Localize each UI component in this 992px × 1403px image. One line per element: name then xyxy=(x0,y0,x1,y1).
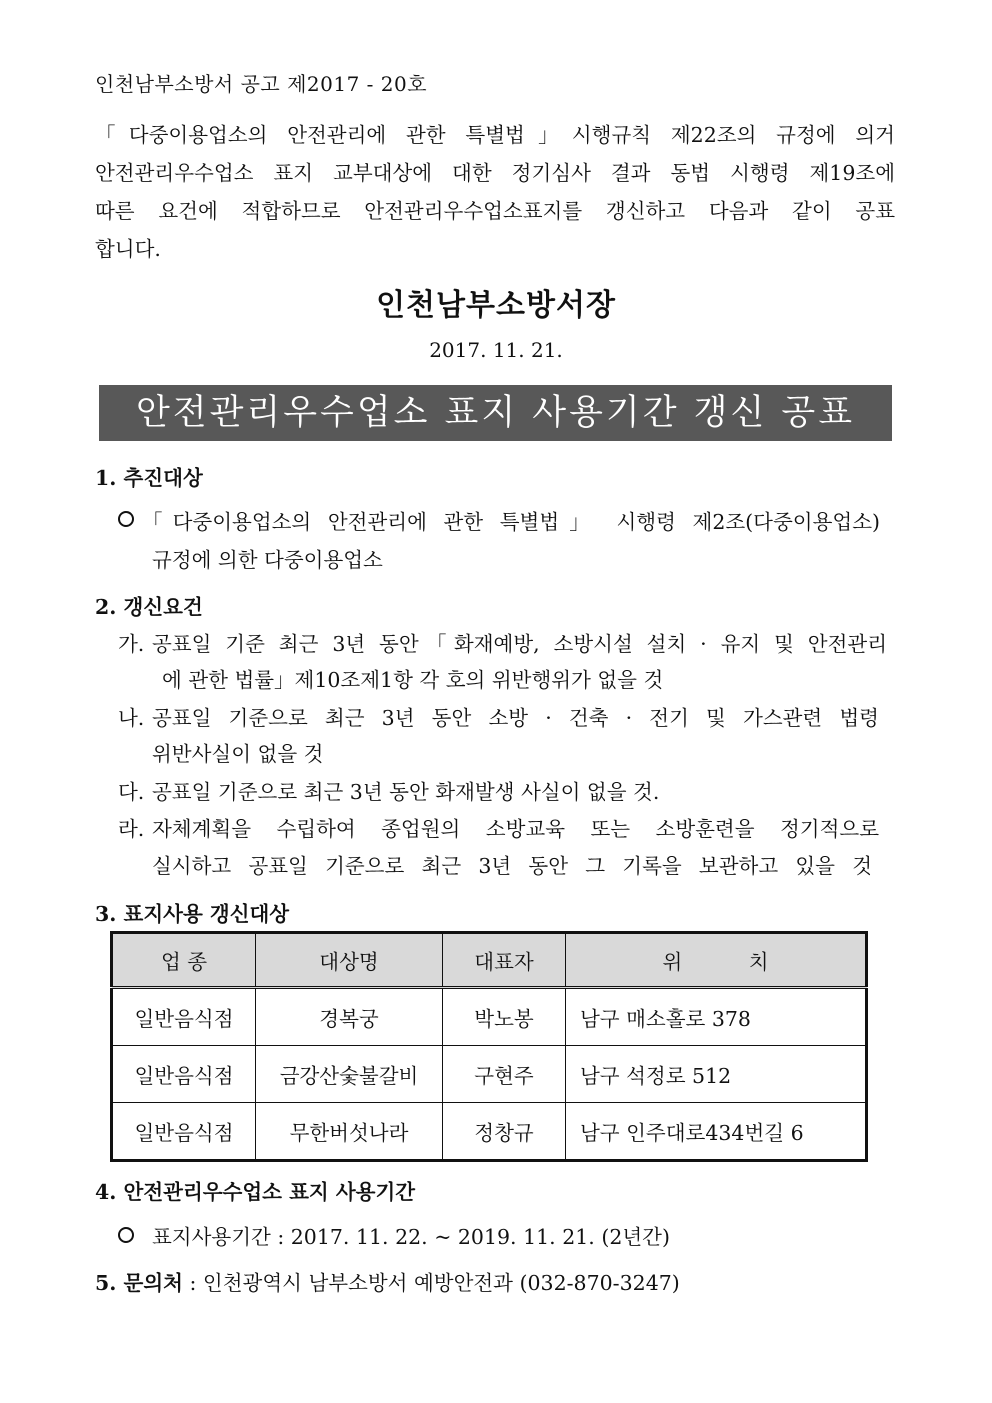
intro-line: 안전관리우수업소 표지 교부대상에 대한 정기심사 결과 동법 시행령 제19조에 xyxy=(95,161,895,185)
table-row xyxy=(112,988,867,1046)
bullet-icon xyxy=(118,507,134,531)
item-line: 실시하고 공표일 기준으로 최근 3년 동안 그 기록을 보관하고 있을 것 xyxy=(152,854,872,878)
cell-name: 금강산숯불갈비 xyxy=(256,1046,443,1103)
section5-heading: 5. 문의처 xyxy=(95,1271,183,1295)
cell-location: 남구 인주대로434번길 6 xyxy=(566,1103,867,1161)
targets-table xyxy=(110,931,868,1162)
signatory: 인천남부소방서장 xyxy=(376,288,616,323)
cell-type: 일반음식점 xyxy=(112,1046,256,1103)
notice-date: 2017. 11. 21. xyxy=(429,338,563,362)
cell-name: 무한버섯나라 xyxy=(256,1103,443,1161)
contact-info: : 인천광역시 남부소방서 예방안전과 (032-870-3247) xyxy=(189,1271,680,1295)
cell-rep: 정창규 xyxy=(443,1103,566,1161)
item-line: 공표일 기준으로 최근 3년 동안 소방 · 건축 · 전기 및 가스관련 법령 xyxy=(152,706,879,730)
bullet-icon xyxy=(118,1223,134,1247)
column-header: 위 치 xyxy=(566,933,867,988)
column-header: 대상명 xyxy=(256,933,443,988)
column-header: 대표자 xyxy=(443,933,566,988)
table-row xyxy=(112,1046,867,1103)
usage-period: 표지사용기간 : 2017. 11. 22. ~ 2019. 11. 21. (2년간) xyxy=(152,1225,670,1249)
intro-line: 따른 요건에 적합하므로 안전관리우수업소표지를 갱신하고 다음과 같이 공표 xyxy=(95,199,895,223)
cell-location: 남구 석정로 512 xyxy=(566,1046,867,1103)
table-header-row xyxy=(112,933,867,988)
cell-type: 일반음식점 xyxy=(112,988,256,1046)
item-marker: 나. xyxy=(118,706,145,730)
item-line: 자체계획을 수립하여 종업원의 소방교육 또는 소방훈련을 정기적으로 xyxy=(152,817,879,841)
item-line: 공표일 기준으로 최근 3년 동안 화재발생 사실이 없을 것. xyxy=(152,780,660,804)
item-marker: 가. xyxy=(118,632,145,656)
section3-heading: 3. 표지사용 갱신대상 xyxy=(95,902,290,926)
contact-line xyxy=(95,1266,680,1296)
item-marker: 라. xyxy=(118,817,145,841)
item-line: 에 관한 법률」제10조제1항 각 호의 위반행위가 없을 것 xyxy=(162,668,664,692)
intro-paragraph xyxy=(95,116,895,268)
cell-rep: 박노봉 xyxy=(443,988,566,1046)
item-marker: 다. xyxy=(118,780,145,804)
cell-type: 일반음식점 xyxy=(112,1103,256,1161)
section4-heading: 4. 안전관리우수업소 표지 사용기간 xyxy=(95,1180,416,1204)
table-row xyxy=(112,1103,867,1161)
item-line: 위반사실이 없을 것 xyxy=(152,742,324,766)
cell-name: 경복궁 xyxy=(256,988,443,1046)
section1-item-line2: 규정에 의한 다중이용업소 xyxy=(152,548,383,572)
banner-title: 안전관리우수업소 표지 사용기간 갱신 공표 xyxy=(99,385,892,441)
item-line: 공표일 기준 최근 3년 동안「화재예방, 소방시설 설치 · 유지 및 안전관리 xyxy=(152,632,887,656)
section1-item-line1: 「다중이용업소의 안전관리에 관한 특별법」 시행령 제2조(다중이용업소) xyxy=(142,510,880,534)
column-header: 업 종 xyxy=(112,933,256,988)
cell-location: 남구 매소홀로 378 xyxy=(566,988,867,1046)
cell-rep: 구현주 xyxy=(443,1046,566,1103)
intro-line: 합니다. xyxy=(95,237,161,261)
section2-heading: 2. 갱신요건 xyxy=(95,595,203,619)
section1-heading: 1. 추진대상 xyxy=(95,466,203,490)
intro-line: 「다중이용업소의 안전관리에 관한 특별법」시행규칙 제22조의 규정에 의거 xyxy=(95,123,895,147)
notice-number: 인천남부소방서 공고 제2017 - 20호 xyxy=(95,72,428,96)
